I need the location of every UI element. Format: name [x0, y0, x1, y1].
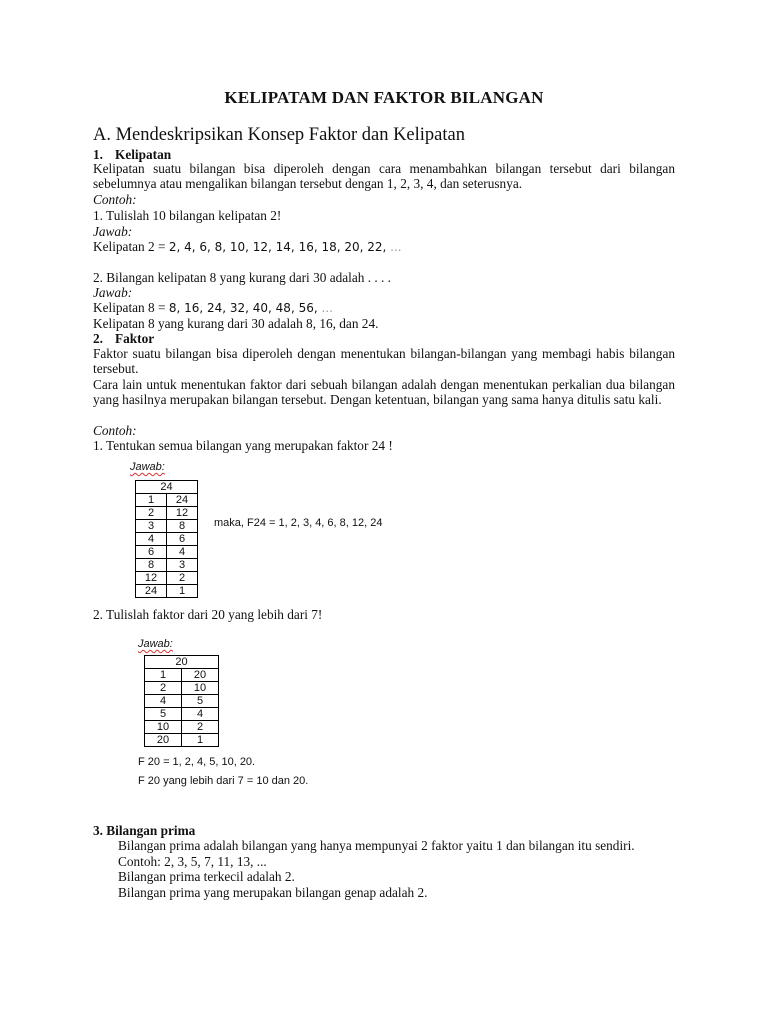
faktor-f20-more-values: 10 dan 20. [256, 775, 309, 787]
prima-line-3: Bilangan prima terkecil adalah 2. [118, 869, 295, 884]
table-cell: 2 [167, 572, 198, 585]
kelipatan-answer-1 [93, 239, 402, 255]
kelipatan-heading-text: Kelipatan [114, 147, 172, 162]
table-cell: 2 [145, 682, 182, 695]
table-cell: 2 [182, 721, 219, 734]
section-a-heading: A. Mendeskripsikan Konsep Faktor dan Kelipatan [93, 125, 465, 145]
table-cell: 8 [167, 520, 198, 533]
table-cell: 20 [182, 669, 219, 682]
table-cell: 5 [145, 708, 182, 721]
prima-line-2: Contoh: 2, 3, 5, 7, 11, 13, ... [118, 854, 267, 869]
prima-line-4: Bilangan prima yang merupakan bilangan genap adalah 2. [118, 885, 428, 900]
factor-table-20-header: 20 [145, 656, 219, 669]
faktor-f20-values: 1, 2, 4, 5, 10, 20. [172, 756, 256, 768]
kelipatan-answer-2 [93, 300, 333, 316]
table-cell: 4 [136, 533, 167, 546]
table-cell: 3 [136, 520, 167, 533]
kelipatan-answer-1-ellipsis: ... [390, 240, 402, 254]
prima-line-1: Bilangan prima adalah bilangan yang hanya mempunyai 2 faktor yaitu 1 dan bilangan itu sendiri. [118, 838, 635, 853]
factor-table-24 [135, 480, 198, 598]
table-cell: 6 [167, 533, 198, 546]
kelipatan-heading-num: 1. [93, 147, 103, 162]
kelipatan-question-1: 1. Tulislah 10 bilangan kelipatan 2! [93, 208, 282, 223]
factor-table-20 [144, 655, 219, 747]
table-cell: 4 [167, 546, 198, 559]
table-cell: 6 [136, 546, 167, 559]
table-cell: 1 [136, 494, 167, 507]
faktor-f20-label: F 20 = [138, 756, 173, 768]
prima-heading: 3. Bilangan prima [93, 823, 196, 838]
table-cell: 10 [145, 721, 182, 734]
faktor-question-2: 2. Tulislah faktor dari 20 yang lebih dari 7! [93, 607, 323, 622]
table-cell: 12 [136, 572, 167, 585]
faktor-f20-more [138, 775, 308, 787]
faktor-heading [93, 331, 154, 346]
kelipatan-answer-2-label: Kelipatan 8 = [93, 300, 169, 315]
table-cell: 1 [167, 585, 198, 598]
faktor-jawab-2: Jawab: [138, 638, 173, 650]
faktor-f20 [138, 756, 255, 768]
faktor-jawab-1: Jawab: [130, 461, 165, 473]
table-cell: 5 [182, 695, 219, 708]
kelipatan-answer-2-ellipsis: ... [321, 301, 333, 315]
kelipatan-answer-1-label: Kelipatan 2 = [93, 239, 169, 254]
kelipatan-answer-2-line: Kelipatan 8 yang kurang dari 30 adalah 8, 16, dan 24. [93, 316, 379, 331]
faktor-maka-f24: maka, F24 = 1, 2, 3, 4, 6, 8, 12, 24 [214, 517, 383, 529]
kelipatan-answer-1-values: 2, 4, 6, 8, 10, 12, 14, 16, 18, 20, 22, [168, 240, 391, 254]
faktor-description-1: Faktor suatu bilangan bisa diperoleh dengan menentukan bilangan-bilangan yang membagi habis bilangan tersebut. [93, 346, 675, 376]
table-cell: 10 [182, 682, 219, 695]
table-cell: 1 [145, 669, 182, 682]
table-cell: 4 [145, 695, 182, 708]
faktor-heading-text: Faktor [114, 331, 155, 346]
table-cell: 1 [182, 734, 219, 747]
table-cell: 2 [136, 507, 167, 520]
factor-table-24-header: 24 [136, 481, 198, 494]
kelipatan-answer-2-values: 8, 16, 24, 32, 40, 48, 56, [168, 301, 322, 315]
faktor-question-1: 1. Tentukan semua bilangan yang merupakan faktor 24 ! [93, 438, 393, 453]
table-cell: 12 [167, 507, 198, 520]
faktor-contoh: Contoh: [93, 423, 137, 438]
faktor-description-2: Cara lain untuk menentukan faktor dari sebuah bilangan adalah dengan menentukan perkalian dua bilangan yang hasilnya merupakan bilangan tersebut. Dengan ketentuan, bilangan yang sama hanya ditulis satu kali. [93, 377, 675, 407]
table-cell: 24 [167, 494, 198, 507]
table-cell: 20 [145, 734, 182, 747]
faktor-heading-num: 2. [93, 331, 103, 346]
kelipatan-jawab-2: Jawab: [93, 285, 133, 300]
kelipatan-contoh: Contoh: [93, 192, 137, 207]
table-cell: 8 [136, 559, 167, 572]
page-title: KELIPATAM DAN FAKTOR BILANGAN [224, 88, 544, 107]
kelipatan-description: Kelipatan suatu bilangan bisa diperoleh dengan cara menambahkan bilangan tersebut dari bilangan sebelumnya atau mengalikan bilangan tersebut dengan 1, 2, 3, 4, dan seterusnya. [93, 161, 675, 191]
table-cell: 3 [167, 559, 198, 572]
kelipatan-jawab-1: Jawab: [93, 224, 133, 239]
faktor-f20-more-label: F 20 yang lebih dari 7 = [138, 775, 257, 787]
table-cell: 4 [182, 708, 219, 721]
table-cell: 24 [136, 585, 167, 598]
kelipatan-question-2: 2. Bilangan kelipatan 8 yang kurang dari 30 adalah . . . . [93, 270, 391, 285]
kelipatan-heading [93, 147, 171, 162]
